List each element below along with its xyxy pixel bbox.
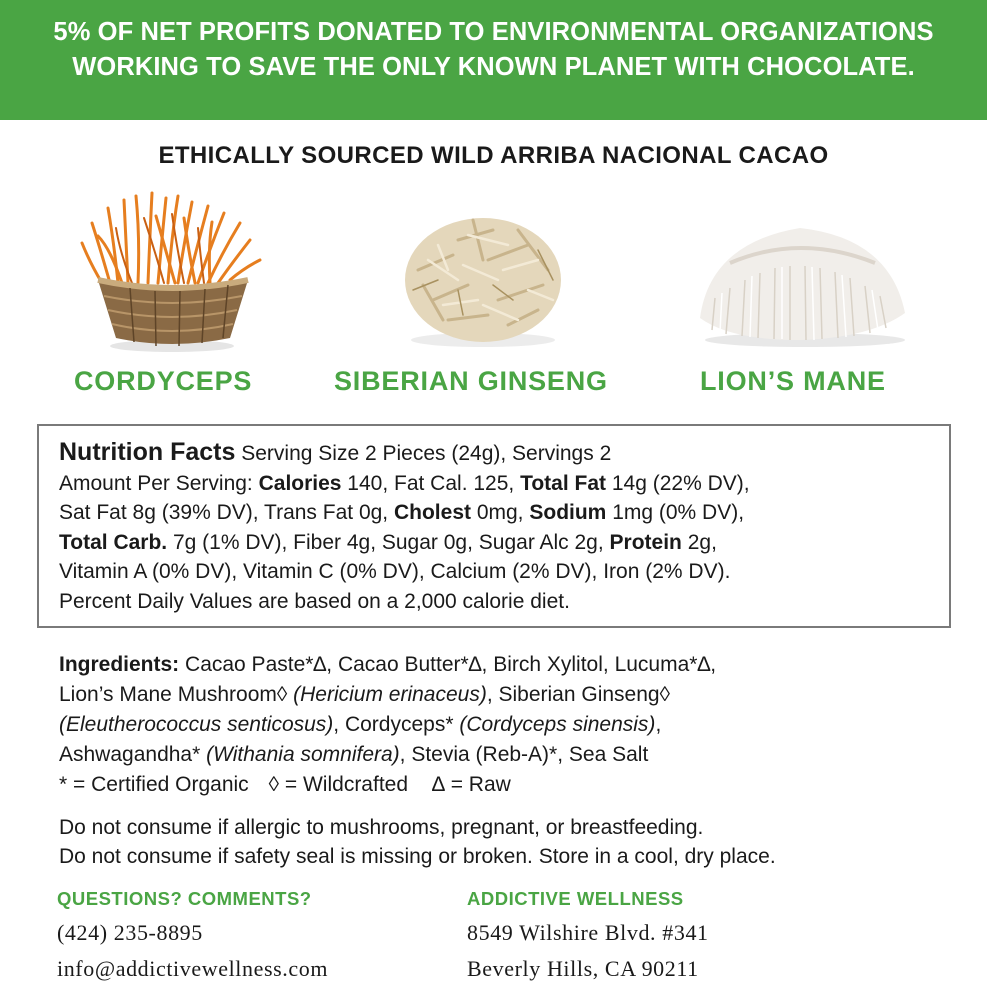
legend-wildcrafted: ◊ = Wildcrafted xyxy=(268,773,409,796)
latin-withania: (Withania somnifera) xyxy=(206,743,400,766)
nutrition-title: Nutrition Facts xyxy=(59,438,236,466)
comma: , xyxy=(655,713,662,736)
warning-allergy: Do not consume if allergic to mushrooms, pregnant, or breastfeeding. xyxy=(59,816,704,839)
total-fat-label: Total Fat xyxy=(520,471,607,495)
nutrition-line-4 xyxy=(59,528,949,558)
cholest-value: 0mg, xyxy=(471,501,530,525)
ingredients-line-1 xyxy=(59,650,959,680)
calories-label: Calories xyxy=(258,471,342,495)
total-fat-value: 14g (22% DV), xyxy=(606,471,750,495)
nutrition-line-5: Vitamin A (0% DV), Vitamin C (0% DV), Calcium (2% DV), Iron (2% DV). xyxy=(59,560,731,584)
donation-banner xyxy=(0,0,987,120)
cholest-label: Cholest xyxy=(393,501,471,525)
ingredient-lions-mane: Lion’s Mane Mushroom◊ xyxy=(59,683,294,706)
ingredient-siberian-ginseng: , Siberian Ginseng◊ xyxy=(486,683,670,706)
sourcing-subtitle: ETHICALLY SOURCED WILD ARRIBA NACIONAL CACAO xyxy=(158,142,829,169)
legend-raw: ∆ = Raw xyxy=(432,773,511,796)
serving-size: Serving Size 2 Pieces (24g), Servings 2 xyxy=(235,442,612,465)
sodium-label: Sodium xyxy=(529,501,607,525)
amount-per-serving: Amount Per Serving: xyxy=(59,471,259,495)
latin-eleutherococcus: (Eleutherococcus senticosus) xyxy=(59,713,334,736)
phone-number[interactable]: (424) 235-8895 xyxy=(57,920,203,945)
total-carb-label: Total Carb. xyxy=(59,530,168,554)
nutrition-facts-panel xyxy=(37,424,951,628)
protein-value: 2g, xyxy=(681,530,717,554)
warning-seal: Do not consume if safety seal is missing or broken. Store in a cool, dry place. xyxy=(59,845,776,868)
latin-hericium: (Hericium erinaceus) xyxy=(293,683,487,706)
legend-organic: * = Certified Organic xyxy=(59,773,249,796)
ingredients-section xyxy=(59,650,959,800)
ingredient-stevia-salt: , Stevia (Reb-A)*, Sea Salt xyxy=(399,743,649,766)
questions-heading: QUESTIONS? COMMENTS? xyxy=(57,888,312,909)
protein-label: Protein xyxy=(609,530,682,554)
nutrition-line-6: Percent Daily Values are based on a 2,000 calorie diet. xyxy=(59,589,570,613)
cordyceps-image xyxy=(80,188,265,353)
herb-label-cordyceps: CORDYCEPS xyxy=(74,366,253,396)
ingredient-cordyceps: , Cordyceps* xyxy=(333,713,460,736)
sodium-value: 1mg (0% DV), xyxy=(606,501,745,525)
nutrition-line-1 xyxy=(59,438,949,469)
company-heading: ADDICTIVE WELLNESS xyxy=(467,888,684,909)
address-line-2: Beverly Hills, CA 90211 xyxy=(467,956,699,981)
ingredient-ashwagandha: Ashwagandha* xyxy=(59,743,207,766)
email-link[interactable]: info@addictivewellness.com xyxy=(57,956,329,981)
address-line-1: 8549 Wilshire Blvd. #341 xyxy=(467,920,709,945)
herb-label-siberian-ginseng: SIBERIAN GINSENG xyxy=(334,366,608,396)
calories-value: 140, Fat Cal. 125, xyxy=(341,471,521,495)
ingredients-line-2 xyxy=(59,680,959,710)
latin-cordyceps: (Cordyceps sinensis) xyxy=(459,713,656,736)
carb-details: 7g (1% DV), Fiber 4g, Sugar 0g, Sugar Alc 2g, xyxy=(167,530,610,554)
warnings-section xyxy=(59,813,959,871)
lions-mane-image xyxy=(690,218,915,348)
ingredients-label: Ingredients: xyxy=(59,653,180,676)
ingredients-line-4 xyxy=(59,740,959,770)
banner-line-1: 5% OF NET PROFITS DONATED TO ENVIRONMENTAL ORGANIZATIONS xyxy=(53,18,934,46)
nutrition-line-2 xyxy=(59,469,949,499)
ingredients-line-3 xyxy=(59,710,959,740)
siberian-ginseng-image xyxy=(398,190,568,352)
banner-line-2: WORKING TO SAVE THE ONLY KNOWN PLANET WITH CHOCOLATE. xyxy=(72,53,915,81)
nutrition-line-3 xyxy=(59,498,949,528)
herb-label-lions-mane: LION’S MANE xyxy=(700,366,886,396)
sat-trans-fat: Sat Fat 8g (39% DV), Trans Fat 0g, xyxy=(59,501,394,525)
ingredients-text-1: Cacao Paste*∆, Cacao Butter*∆, Birch Xylitol, Lucuma*∆, xyxy=(179,653,717,676)
ingredients-legend xyxy=(59,770,959,800)
